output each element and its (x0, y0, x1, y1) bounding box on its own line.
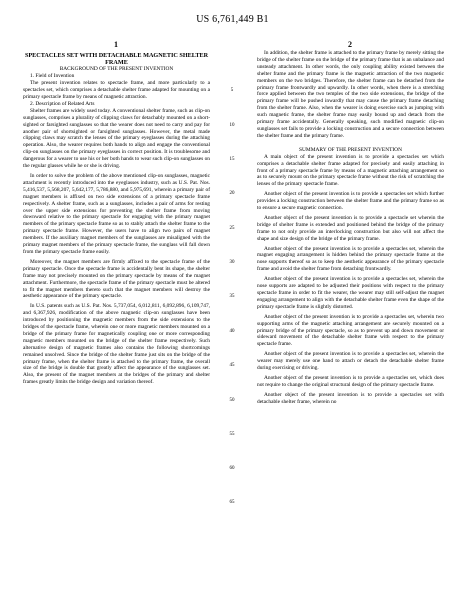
paragraph: In order to solve the problem of the above mentioned clip-on sunglasses, magnetic attachment is recently introduced into the eyeglasses industry, such as U.S. Pat. Nos. 5,416,537, 5,568,207, 5,642,177, 5,786,880, and 5,975,691, wherein a primary pair of magnet members is affixed on two side extensions of a primary spectacle frame respectively. A shelter frame, such as a sunglasses, includes a pair of arms for resting over the upper side extensions for preventing the shelter frame from moving downward relative to the primary spectacle for engaging with the primary magnet members of the primary spectacle frame so as to stably attach the shelter frame to the primary spectacle frame. However, the users have to align two pairs of magnet members. If the auxiliary magnet members of the sunglasses are misaligned with the primary magnet members of the primary spectacle frame, the sunglass will fall down from the primary spectacle frame easily. (23, 173, 210, 255)
paragraph: Another object of the present invention is to provide a spectacles set, wherein two supporting arms of the magnetic attaching arrangement are securely mounted on a primary bridge of the primary spectacle, so as to prevent up and down movement or sideward movement of the detachable shelter frame with respect to the primary spectacle frame. (257, 313, 444, 348)
background-heading: BACKGROUND OF THE PRESENT INVENTION (59, 66, 174, 73)
paragraph: A main object of the present invention is to provide a spectacles set which comprises a detachable shelter frame adapted for precisely and easily attaching in front of a primary spectacle frame by means of a magnetic attaching arrangement so as to securely mount on the primary spectacle frame without the risk of scratching the lenses of the primary spectacle frame. (257, 153, 444, 188)
document-title: SPECTACLES SET WITH DETACHABLE MAGNETIC SHELTER FRAME (24, 52, 209, 67)
paragraph: In addition, the shelter frame is attached to the primary frame by merely sitting the bridge of the shelter frame on the bridge of the primary frame that is an unbalance and unsteady attachment. In other words, the only coupling ability existed between the shelter frame and the primary frame is the magnetic attraction of the two magnetic members on the two bridges. Therefore, the shelter frame can be detached from the primary frame frontwardly and upwardly. In other words, when there is a stretching force applied between the two temples of the two side extensions, the bridge of the primary frame will be pushed inwardly that may cause the primary frame detaching from the shelter frame. Also, when the wearer is doing exercise such as jumping with such magnetic frame, the shelter frame may easily bound up and detach from the primary frame accidentally. Generally speaking, such modified magnetic clip-on sunglasses set fails to provide a locking construction and a secure connection between the shelter frame and the primary frame. (257, 50, 444, 139)
line-number: 45 (229, 363, 235, 368)
paragraph: Another object of the present invention is to provide a spectacles set, wherein the wearer may merely use one hand to attach or detach the detachable shelter frame during exercising or driving. (257, 351, 444, 372)
paragraph: Another object of the present invention is to provide a spectacles set, wherein the magnet engaging arrangement is hidden behind the primary spectacle frame at the nose supports thereof so as to keep the aesthetic appearance of the primary spectacle frame and avoid the shelter frame from detaching frontwardly. (257, 245, 444, 273)
paragraph: Another object of the present invention is to provide a spectacles set with detachable shelter frame, wherein no (257, 391, 444, 405)
line-number: 5 (230, 88, 234, 93)
line-number: 35 (229, 294, 235, 299)
paragraph: Another object of the present invention is to provide a spectacles set, wherein the nose supports are adapted to be adjusted their positions with respect to the primary spectacle frame in order to fit the wearer, the wearer may still self-adjust the magnet engaging arrangement to align with the detachable shelter frame even the shape of the primary spectacle frame is slightly distorted. (257, 276, 444, 310)
line-number: 65 (229, 500, 235, 505)
column-number-right: 2 (348, 40, 352, 49)
paragraph: Another object of the present invention is to provide a spectacles set, which does not require to change the original structural design of the primary spectacle frame. (257, 374, 444, 388)
line-number: 20 (229, 191, 235, 196)
paragraph: The present invention relates to spectacle frame, and more particularly to a spectacles set, which comprises a detachable shelter frame adapted for mounting on a primary spectacle frame by means of magnetic attraction. (23, 80, 210, 101)
left-column (23, 52, 210, 386)
paragraph: Another object of the present invention is to provide a spectacles set which further provides a locking construction between the shelter frame and the primary frame so as to ensure a secure magnetic connection. (257, 191, 444, 212)
line-number: 25 (229, 226, 235, 231)
line-number: 50 (229, 398, 235, 403)
line-number: 15 (229, 157, 235, 162)
line-number: 10 (229, 123, 235, 128)
line-number: 30 (229, 260, 235, 265)
right-column (257, 50, 444, 406)
line-number: 55 (229, 432, 235, 437)
paragraph: Another object of the present invention is to provide a spectacle set wherein the bridge of shelter frame is extended and positioned behind the bridge of the primary frame to not only provide an interlocking construction but also will not affect the shape and size design of the bridge of the primary frame. (257, 214, 444, 242)
field-heading: 1. Field of Invention (30, 73, 75, 80)
patent-number: US 6,761,449 B1 (196, 14, 269, 25)
paragraph: In U.S. patents such as U.S. Pat. Nos. 5,737,054, 6,012,811, 6,092,896, 6,109,747, and 6,367,926, modification of the above magnetic clip-on sunglasses have been introduced by positioning the magnetic members from the side extensions to the bridges of the spectacle frame, wherein one or more magnetic members mounted on a bridge of the primary frame for magnetically coupling one or more corresponding magnetic members mounted on the bridge of the shelter frame respectively. Such alternative design of magnetic frames also contains the following shortcomings remained unsolved. Since the bridge of the shelter frame just sits on the bridge of the primary frame, when the shelter frame is attached to the primary frame, the overall size of the bridge is double that greatly affect the appearance of the sunglasses set. Also, the present of the magnet members at the bridges of the primary and shelter frames greatly limits the bridge design and variation thereof. (23, 303, 210, 386)
column-number-left: 1 (114, 40, 118, 49)
summary-heading: SUMMARY OF THE PRESENT INVENTION (299, 146, 402, 153)
related-art-heading: 2. Description of Related Arts (30, 100, 95, 107)
paragraph: Shelter frames are widely used today. A conventional shelter frame, such as clip-on sunglasses, comprises a plurality of clipping claws for detachably mounted on a short-sighted or farsighted sunglasses so that the wearer does not need to carry and pay for another pair of shortsighted or farsighted sunglasses. However, the metal made clipping claws may scratch the lenses of the primary eyeglasses during the attaching operation. Also, the wearer requires both hands to align and engage the conventional clip-on sunglasses on the primary eyeglasses in correct position. It is troublesome and dangerous for a wearer to use his or her both hands to wear such clip-on sunglasses on the regular glasses while he or she is driving. (23, 107, 210, 170)
paragraph: Moreover, the magnet members are firmly affixed to the spectacle frame of the primary spectacle. Once the spectacle frame is accidentally bent its shape, the shelter frame may not precisely mounted on the primary spectacle by means of the magnet attachment. Furthermore, the spectacle frame of the primary spectacle must be altered to fit the magnet members thereto such that the magnet members will destroy the aesthetic appearance of the primary spectacle. (23, 258, 210, 300)
line-number: 40 (229, 329, 235, 334)
line-number: 60 (229, 466, 235, 471)
